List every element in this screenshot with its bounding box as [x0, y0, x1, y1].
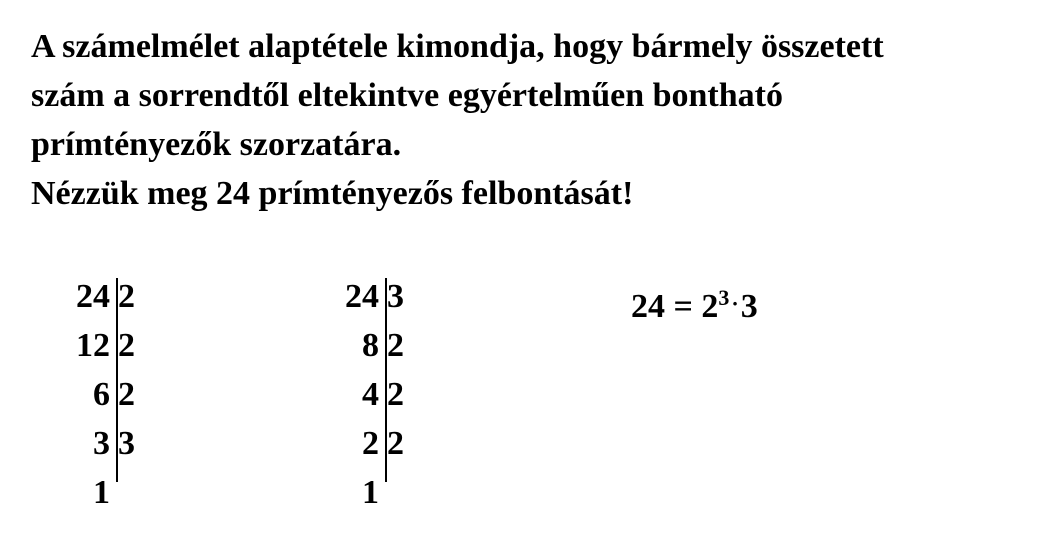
dividend: 6: [93, 376, 110, 413]
factorization-row: [335, 321, 411, 370]
dividend: 1: [362, 474, 379, 511]
factorization-table-a: [66, 272, 142, 517]
factorization-row: [66, 272, 142, 321]
dividend: 12: [76, 327, 110, 364]
dividend: 3: [93, 425, 110, 462]
factorization-row: [66, 468, 142, 517]
factorization-row: [66, 370, 142, 419]
dividend: 2: [362, 425, 379, 462]
divisor: 3: [387, 278, 404, 315]
dividend: 24: [76, 278, 110, 315]
result-lhs: 24 = 2: [631, 288, 719, 325]
divisor: 2: [387, 425, 404, 462]
divisor: 2: [387, 327, 404, 364]
intro-line-3: prímtényezők szorzatára.: [31, 126, 402, 163]
intro-line-1: A számelmélet alaptétele kimondja, hogy bármely összetett: [31, 28, 884, 65]
dividend: 24: [345, 278, 379, 315]
divisor: 2: [118, 278, 135, 315]
intro-line-4: Nézzük meg 24 prímtényezős felbontását!: [31, 175, 634, 212]
divisor: [383, 468, 411, 517]
divisor: 2: [118, 376, 135, 413]
multiplication-dot: ·: [731, 291, 739, 316]
factorization-row: [335, 370, 411, 419]
division-line: [385, 278, 387, 482]
factorization-table-b: [335, 272, 411, 517]
result-rhs: 3: [740, 288, 758, 325]
factorization-row: [335, 419, 411, 468]
factorization-row: [335, 272, 411, 321]
result-equation: [631, 282, 758, 334]
division-line: [116, 278, 118, 482]
dividend: 1: [93, 474, 110, 511]
divisor: 2: [118, 327, 135, 364]
intro-line-2: szám a sorrendtől eltekintve egyértelműen bontható: [31, 77, 783, 114]
factorization-row: [66, 321, 142, 370]
result-exponent: 3: [718, 285, 730, 310]
factorization-row: [335, 468, 411, 517]
dividend: 4: [362, 376, 379, 413]
divisor: 3: [118, 425, 135, 462]
divisor: 2: [387, 376, 404, 413]
divisor: [114, 468, 142, 517]
factorization-row: [66, 419, 142, 468]
dividend: 8: [362, 327, 379, 364]
intro-text: [31, 22, 1041, 218]
